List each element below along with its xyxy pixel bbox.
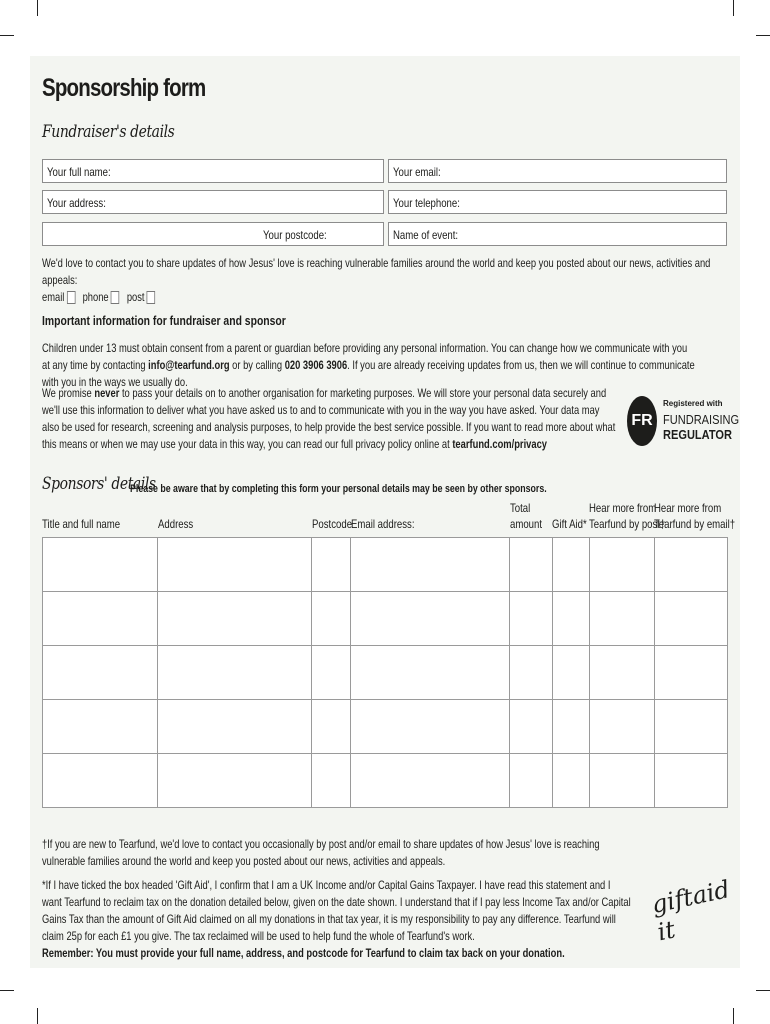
hear-email-cell[interactable]: [655, 592, 728, 646]
address-cell[interactable]: [158, 646, 312, 700]
email-cell[interactable]: [351, 700, 510, 754]
address-cell[interactable]: [158, 700, 312, 754]
postcode-cell[interactable]: [312, 646, 351, 700]
total-cell[interactable]: [510, 646, 553, 700]
hear-email-cell[interactable]: [655, 538, 728, 592]
dagger-note: †If you are new to Tearfund, we'd love to contact you occasionally by post and/or email to share updates of how Jesus' love is reaching vulnerable families around the world and keep you posted about our news, activities and appeals.: [42, 837, 600, 868]
total-cell[interactable]: [510, 592, 553, 646]
table-row: [43, 754, 728, 808]
event-field[interactable]: [388, 222, 727, 246]
postcode-cell[interactable]: [312, 700, 351, 754]
col-title-name: Title and full name: [42, 517, 121, 531]
postcode-cell[interactable]: [312, 754, 351, 808]
address-label: Your address:: [47, 196, 106, 210]
hear-post-cell[interactable]: [590, 700, 655, 754]
col-total-line1: Total: [510, 501, 531, 515]
total-cell[interactable]: [510, 754, 553, 808]
postcode-field[interactable]: [42, 222, 384, 246]
giftaid-logo: giftaid it: [649, 875, 733, 947]
crop-mark: [0, 990, 14, 991]
full-name-label: Your full name:: [47, 165, 111, 179]
email-field[interactable]: [388, 159, 727, 183]
address-field[interactable]: [42, 190, 384, 214]
event-label: Name of event:: [393, 228, 459, 242]
crop-mark: [756, 990, 770, 991]
fr-logo-icon: FR: [627, 396, 657, 446]
crop-mark: [37, 1008, 38, 1024]
important-p1-text-2: or by calling: [229, 358, 285, 372]
col-hear-post-line1: Hear more from: [589, 501, 657, 515]
email-cell[interactable]: [351, 646, 510, 700]
address-cell[interactable]: [158, 538, 312, 592]
table-row: [43, 700, 728, 754]
telephone-field[interactable]: [388, 190, 727, 214]
crop-mark: [0, 35, 14, 36]
important-p2-never: never: [94, 386, 120, 400]
telephone-label: Your telephone:: [393, 196, 460, 210]
email-cell[interactable]: [351, 754, 510, 808]
table-row: [43, 646, 728, 700]
privacy-policy-link[interactable]: tearfund.com/privacy: [452, 437, 547, 451]
giftaid-note: [42, 877, 631, 962]
crop-mark: [733, 1008, 734, 1024]
hear-post-cell[interactable]: [590, 646, 655, 700]
email-cell[interactable]: [351, 592, 510, 646]
regulator-text: [663, 399, 753, 442]
name-cell[interactable]: [43, 700, 158, 754]
address-cell[interactable]: [158, 592, 312, 646]
hear-post-cell[interactable]: [590, 538, 655, 592]
fundraiser-heading: Fundraiser's details: [42, 122, 175, 142]
important-p1-text: Children under 13 must obtain consent from a parent or guardian before providing any personal information. You can change how we communicate with you at any time by contacting: [42, 341, 688, 372]
contact-phone-number: 020 3906 3906: [284, 358, 348, 372]
full-name-field[interactable]: [42, 159, 384, 183]
sponsors-table: [42, 537, 728, 808]
total-cell[interactable]: [510, 538, 553, 592]
col-email: Email address:: [351, 517, 415, 531]
giftaid-declaration: *If I have ticked the box headed 'Gift Aid', I confirm that I am a UK Income and/or Capital Gains Taxpayer. I have read this statement and I want Tearfund to reclaim tax on the donation detailed below, given on the date shown. I understand that if I pay less Income Tax and/or Capital Gains Tax than the amount of Gift Aid claimed on all my donations in that tax year, it is my responsibility to pay any difference. Tearfund will claim 25p for each £1 you give. The tax reclaimed will be used to help fund the whole of Tearfund's work.: [42, 878, 631, 943]
important-p2-text-2: to pass your details on to another organisation for marketing purposes. We will store your personal data securely and we'll use this information to deliver what you have asked us to and to communicate with you in the way you have asked. Your data may also be used for research, screening and analysis purposes, to help provide the best service possible. If you want to read more about what this means or when we may use your data in this way, you can read our full privacy policy online at: [42, 386, 616, 451]
fundraising-regulator-badge: [627, 393, 740, 449]
col-giftaid: Gift Aid*: [552, 517, 587, 531]
regulator-registered: Registered with: [663, 399, 723, 408]
contact-preferences: [42, 255, 713, 306]
total-cell[interactable]: [510, 700, 553, 754]
email-cell[interactable]: [351, 538, 510, 592]
name-cell[interactable]: [43, 592, 158, 646]
giftaid-cell[interactable]: [553, 700, 590, 754]
hear-post-cell[interactable]: [590, 754, 655, 808]
col-total: [510, 500, 542, 532]
giftaid-cell[interactable]: [553, 754, 590, 808]
postcode-cell[interactable]: [312, 538, 351, 592]
important-p1-text-3: . If you are already receiving updates from us, then we will continue to communicate with you in the ways we usually do.: [42, 358, 695, 389]
address-cell[interactable]: [158, 754, 312, 808]
col-hear-post-line2: Tearfund by post†: [589, 517, 666, 531]
crop-mark: [756, 35, 770, 36]
hear-email-cell[interactable]: [655, 754, 728, 808]
col-hear-email-line1: Hear more from: [654, 501, 722, 515]
col-hear-email: [654, 500, 735, 532]
crop-mark: [733, 0, 734, 16]
hear-email-cell[interactable]: [655, 646, 728, 700]
contact-text: We'd love to contact you to share updates of how Jesus' love is reaching vulnerable families around the world and keep you posted about our news, activities and appeals:: [42, 256, 711, 287]
form-page: [30, 56, 740, 968]
table-row: [43, 592, 728, 646]
col-hear-email-line2: Tearfund by email†: [654, 517, 736, 531]
sponsors-heading: Sponsors' details: [42, 474, 156, 494]
contact-option-phone-label: phone: [82, 290, 109, 304]
giftaid-cell[interactable]: [553, 646, 590, 700]
contact-email-link[interactable]: info@tearfund.org: [148, 358, 230, 372]
email-label: Your email:: [393, 165, 441, 179]
table-row: [43, 538, 728, 592]
page-title: Sponsorship form: [42, 74, 206, 102]
sponsors-notice: Please be aware that by completing this form your personal details may be seen by other sponsors.: [130, 483, 547, 495]
regulator-line2: REGULATOR: [663, 427, 732, 442]
contact-option-email-label: email: [42, 290, 65, 304]
important-p2-text: We promise: [42, 386, 95, 400]
important-paragraph-2: [42, 385, 619, 453]
contact-phone-checkbox[interactable]: [111, 291, 120, 304]
postcode-cell[interactable]: [312, 592, 351, 646]
postcode-label: Your postcode:: [263, 228, 327, 242]
hear-email-cell[interactable]: [655, 700, 728, 754]
contact-option-post-label: post: [126, 290, 145, 304]
giftaid-cell[interactable]: [553, 538, 590, 592]
crop-mark: [37, 0, 38, 16]
regulator-line1: FUNDRAISING: [663, 412, 740, 427]
contact-email-checkbox[interactable]: [67, 291, 76, 304]
contact-post-checkbox[interactable]: [147, 291, 156, 304]
contact-options: [42, 289, 713, 306]
name-cell[interactable]: [43, 538, 158, 592]
giftaid-reminder: Remember: You must provide your full name, address, and postcode for Tearfund to claim tax back on your donation.: [42, 946, 565, 960]
hear-post-cell[interactable]: [590, 592, 655, 646]
name-cell[interactable]: [43, 754, 158, 808]
col-postcode: Postcode: [312, 517, 353, 531]
important-paragraph-1: [42, 340, 697, 391]
giftaid-cell[interactable]: [553, 592, 590, 646]
col-address: Address: [158, 517, 194, 531]
col-total-line2: amount: [510, 517, 543, 531]
important-heading: Important information for fundraiser and sponsor: [42, 313, 286, 328]
name-cell[interactable]: [43, 646, 158, 700]
